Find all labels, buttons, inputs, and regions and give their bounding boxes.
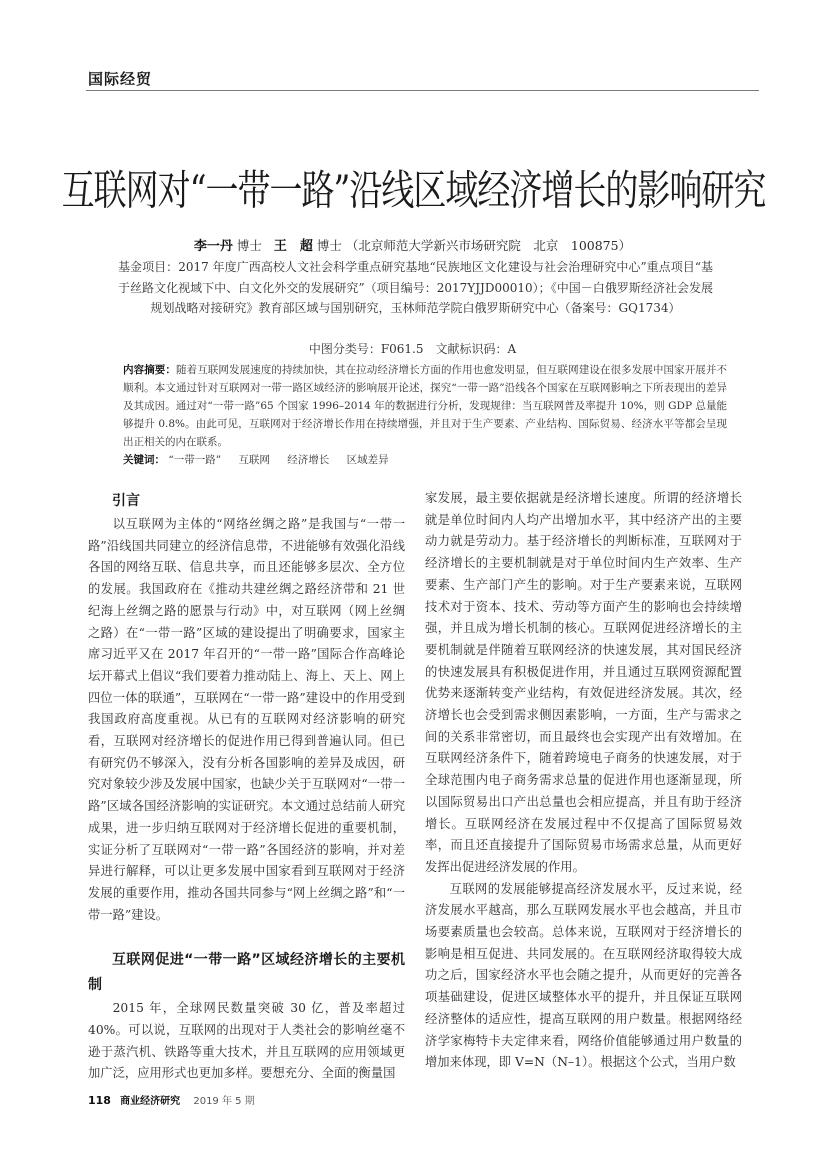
abstract-text: 随着互联网发展速度的持续加快，其在拉动经济增长方面的作用也愈发明显，但互联网建设在很多发展中国家开展并不顺利。本文通过针对互联网对一带一路区域经济的影响展开论述，探究“一带一路”沿线各个国家在互联网影响之下所表现出的差异及其成因。通过对“一带一路”65 个国家 1996–2014 年的数据进行分析，发现规律：当互联网普及率提升 10%，则 GDP 总量能够提升 0.8%。由此可见，互联网对于经济增长作用在持续增强，并且对于生产要素、产业结构、国际贸易、经济水平等都会呈现出正相关的内在联系。 <box>123 364 728 448</box>
body-paragraph: 2015 年，全球网民数量突破 30 亿，普及率超过 40%。可以说，互联网的出现对于人类社会的影响丝毫不逊于蒸汽机、铁路等重大技术，并且互联网的应用领域更加广泛，应用形式也更加多样。要想充分、全面的衡量国 <box>88 1001 405 1081</box>
fund-info: 基金项目：2017 年度广西高校人文社会科学重点研究基地“民族地区文化建设与社会治理研究中心”重点项目“基于丝路文化视域下中、白文化外交的发展研究”（项目编号：2017YJJD00010）；《中国－白俄罗斯经济社会发展规划战略对接研究》教育部区域与国别研究，玉林师范学院白俄罗斯研究中心（备案号：GQ1734） <box>118 260 713 315</box>
keyword: 区域差异 <box>346 454 389 466</box>
keywords-label: 关键词： <box>123 454 165 466</box>
section-heading-intro: 引言 <box>112 493 140 509</box>
page-number: 118 <box>88 1094 111 1107</box>
body-column-left <box>88 490 405 1085</box>
author-affiliation: （北京师范大学新兴市场研究院 北京 100875） <box>345 238 632 253</box>
article-title: 互联网对“一带一路”沿线区域经济增长的影响研究 <box>61 165 766 215</box>
page-footer <box>88 1092 255 1107</box>
body-paragraph: 以互联网为主体的“网络丝绸之路”是我国与“一带一路”沿线国共同建立的经济信息带，不进能够有效强化沿线各国的网络互联、信息共享，而且还能够多层次、全方位的发展。我国政府在《推动共建丝绸之路经济带和 21 世纪海上丝绸之路的愿景与行动》中，对互联网（网上丝绸之路）在“一带一路”区域的建设提出了明确要求，国家主席习近平又在 2017 年召开的“一带一路”国际合作高峰论坛开幕式上倡议“我们要着力推动陆上、海上、天上、网上四位一体的联通”，互联网在“一带一路”建设中的作用受到我国政府高度重视。从已有的互联网对经济影响的研究看，互联网对经济增长的促进作用已得到普遍认同。但已有研究仍不够深入，没有分析各国影响的差异及成因，研究对象较少涉及发展中国家，也缺少关于互联网对“一带一路”区域各国经济影响的实证研究。本文通过总结前人研究成果，进一步归纳互联网对于经济增长促进的重要机制，实证分析了互联网对“一带一路”各国经济的影响，并对差异进行解释，可以让更多发展中国家看到互联网对于经济发展的重要作用，推动各国共同参与“网上丝绸之路”和“一带一路”建设。 <box>88 517 405 922</box>
header-rule <box>86 90 759 91</box>
body-column-right <box>425 488 742 1074</box>
author-degree-2: 博士 <box>316 238 342 253</box>
section-tag: 国际经贸 <box>88 70 153 88</box>
author-name-2: 王 超 <box>273 239 313 254</box>
keywords <box>123 452 727 467</box>
author-line <box>110 235 715 254</box>
journal-name: 商业经济研究 <box>120 1096 181 1107</box>
body-paragraph: 互联网的发展能够提高经济发展水平，反过来说，经济发展水平越高，那么互联网发展水平也会越高，并且市场要素质量也会较高。总体来说，互联网对于经济增长的影响是相互促进、共同发展的。在互联网经济取得较大成功之后，国家经济水平也会随之提升，从而更好的完善各项基础建设，促进区域整体水平的提升，并且保证互联网经济整体的适应性，提高互联网的用户数量。根据网络经济学家梅特卡夫定律来看，网络价值能够通过用户数量的增加来体现，即 V=N（N–1）。根据这个公式，当用户数 <box>425 881 742 1070</box>
author-name-1: 李一丹 <box>193 239 233 254</box>
keyword: “一带一路” <box>168 454 222 466</box>
body-paragraph: 家发展，最主要依据就是经济增长速度。所谓的经济增长就是单位时间内人均产出增加水平，其中经济产出的主要动力就是劳动力。基于经济增长的判断标准，互联网对于经济增长的主要机制就是对于单位时间内生产效率、生产要素、生产部门产生的影响。对于生产要素来说，互联网技术对于资本、技术、劳动等方面产生的影响也会持续增强，并且成为增长机制的核心。互联网促进经济增长的主要机制就是伴随着互联网经济的快速发展，其对国民经济的快速发展具有积极促进作用，并且通过互联网资源配置优势来逐渐转变产业结构，有效促进经济发展。其次，经济增长也会受到需求侧因素影响，一方面，生产与需求之间的关系非常密切，而且最终也会实现产出有效增加。在互联网经济条件下，随着跨境电子商务的快速发展，对于全球范围内电子商务需求总量的促进作用也逐渐显现，所以国际贸易出口产出总量也会相应提高，并且有助于经济增长。互联网经济在发展过程中不仅提高了国际贸易效率，而且还直接提升了国际贸易市场需求总量，从而更好发挥出促进经济发展的作用。 <box>425 491 742 874</box>
author-degree-1: 博士 <box>236 238 262 253</box>
journal-issue: 2019 年 5 期 <box>193 1096 255 1107</box>
section-heading-mechanism: 互联网促进“一带一路”区域经济增长的主要机制 <box>88 952 405 994</box>
keyword: 经济增长 <box>287 454 330 466</box>
abstract <box>123 361 727 451</box>
classification-code: 中图分类号：F061.5 文献标识码：A <box>308 342 517 356</box>
keyword: 互联网 <box>238 454 270 466</box>
abstract-label: 内容摘要： <box>123 364 176 376</box>
